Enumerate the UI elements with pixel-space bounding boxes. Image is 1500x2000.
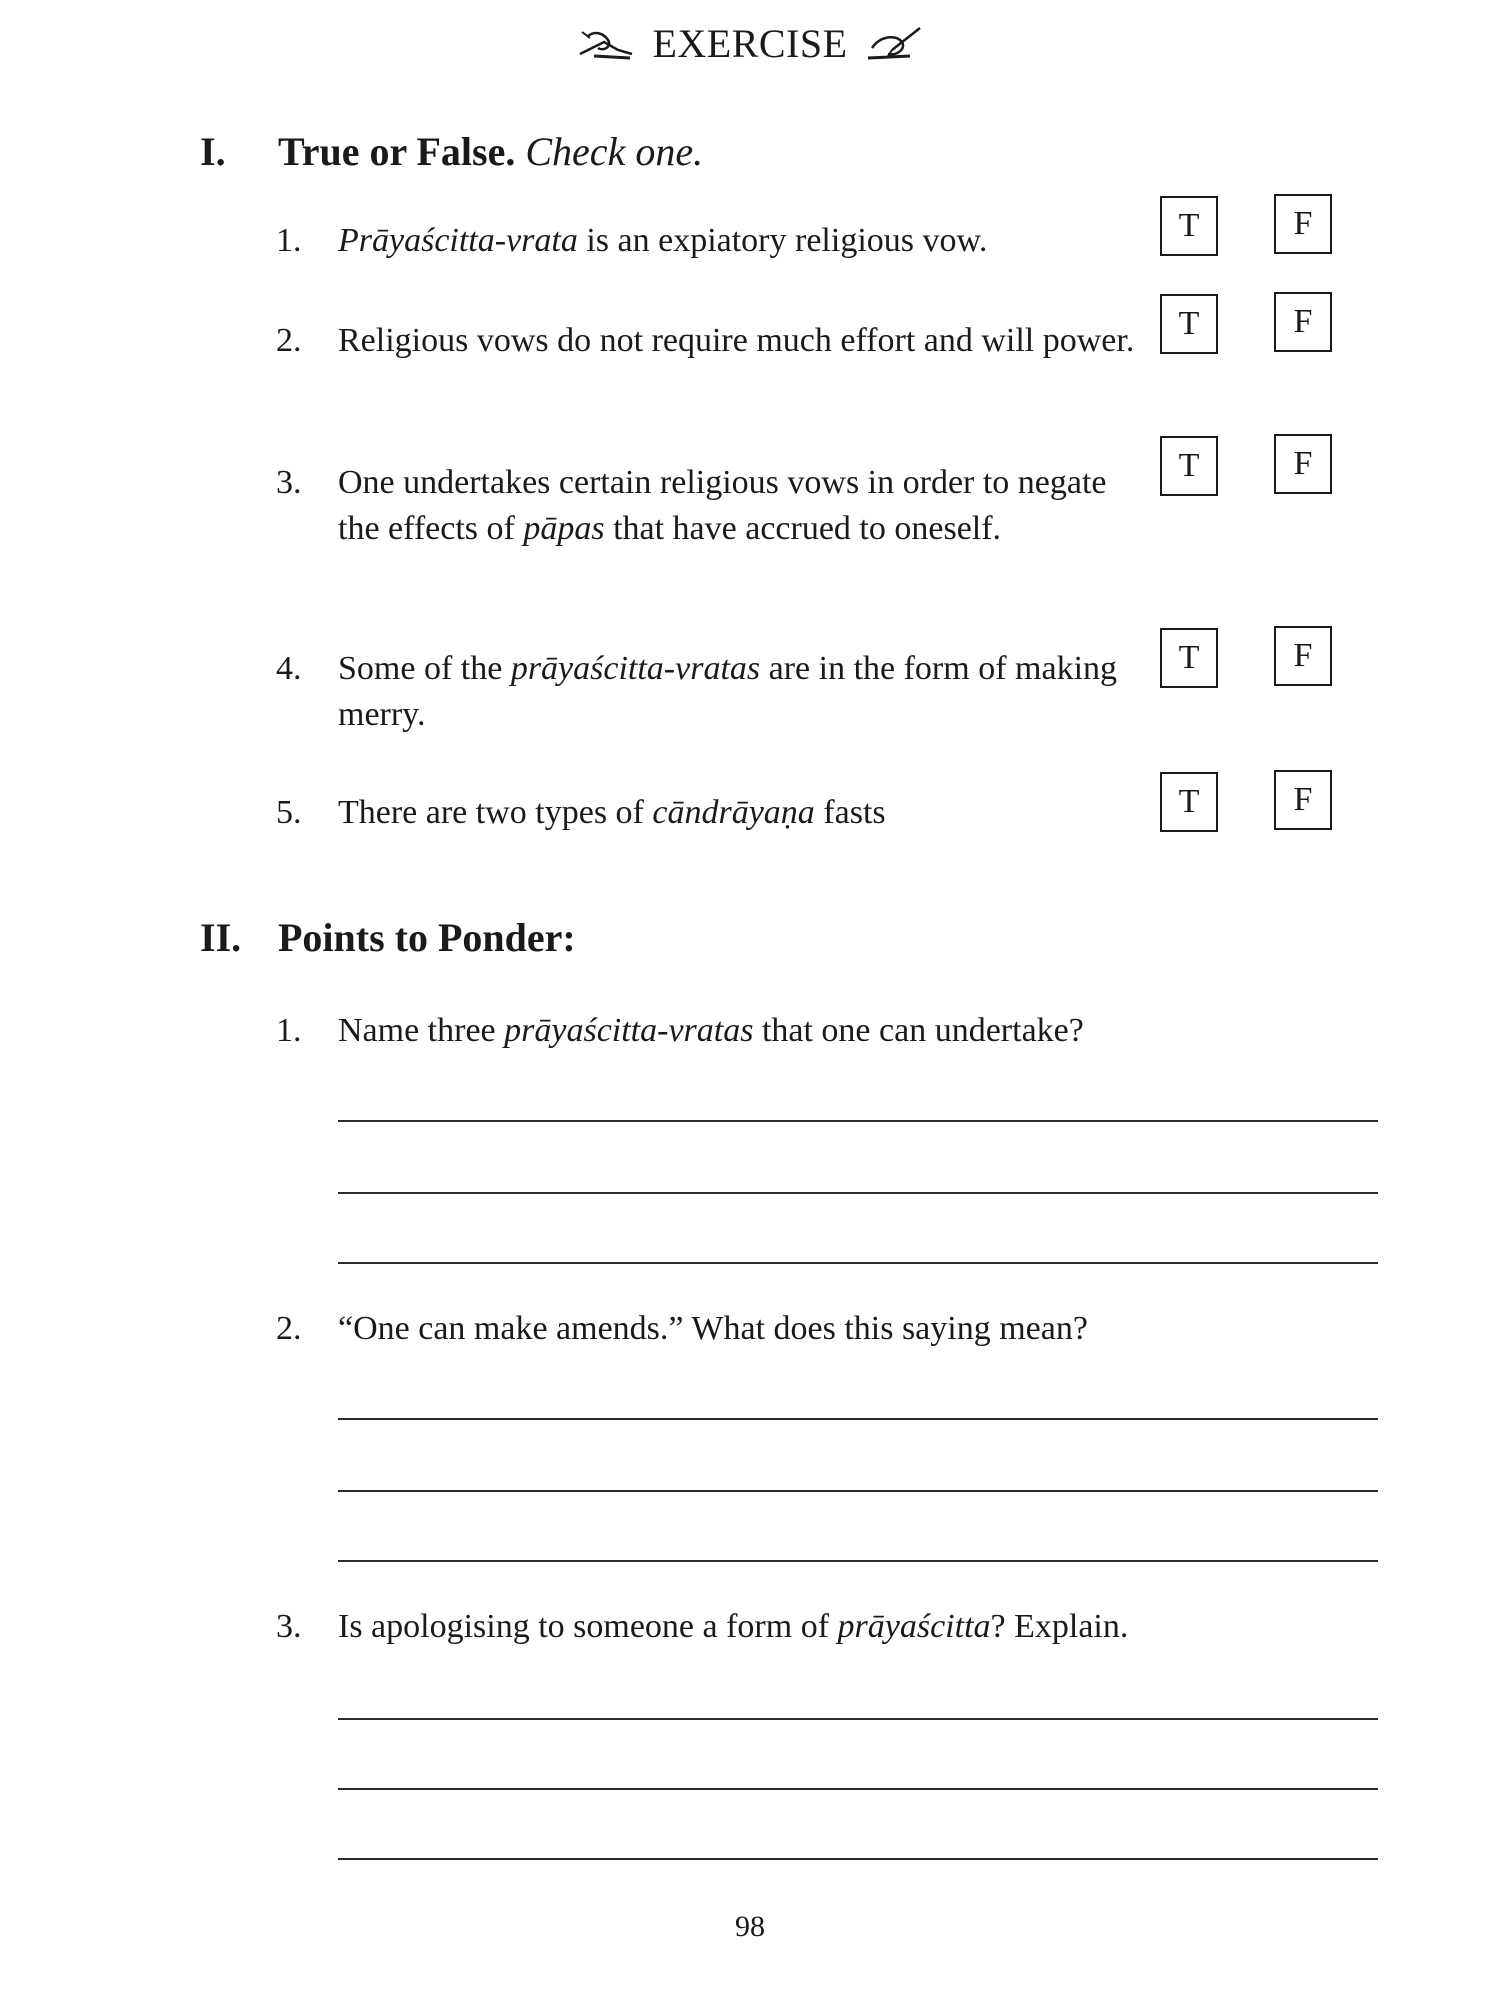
question-text: “One can make amends.” What does this saying mean? — [338, 1310, 1088, 1347]
exercise-title: EXERCISE — [652, 21, 848, 66]
question-number: 2. — [276, 1310, 302, 1347]
question-number: 2. — [276, 322, 302, 359]
italic-term: prāyaścitta — [837, 1608, 991, 1645]
answer-line[interactable] — [338, 1418, 1378, 1420]
answer-line[interactable] — [338, 1788, 1378, 1790]
q2-false-checkbox[interactable]: F — [1274, 292, 1332, 352]
q5-true-checkbox[interactable]: T — [1160, 772, 1218, 832]
q4-false-checkbox[interactable]: F — [1274, 626, 1332, 686]
answer-line[interactable] — [338, 1718, 1378, 1720]
answer-line[interactable] — [338, 1560, 1378, 1562]
question-text: Name three prāyaścitta-vratas that one can undertake? — [338, 1012, 1084, 1049]
question-number: 3. — [276, 1608, 302, 1645]
section-2-heading — [200, 914, 1000, 964]
section-1-heading — [200, 128, 1000, 178]
section-1-title: True or False. — [278, 129, 516, 174]
question-text: Is apologising to someone a form of prāyaścitta? Explain. — [338, 1608, 1129, 1645]
exercise-header — [0, 20, 1500, 69]
writing-hand-icon — [574, 24, 638, 64]
q1-false-checkbox[interactable]: F — [1274, 194, 1332, 254]
q2-true-checkbox[interactable]: T — [1160, 294, 1218, 354]
answer-line[interactable] — [338, 1490, 1378, 1492]
italic-term: pāpas — [523, 510, 605, 547]
writing-hand-icon — [862, 24, 926, 64]
q5-false-checkbox[interactable]: F — [1274, 770, 1332, 830]
question-number: 1. — [276, 222, 302, 259]
question-text: Some of the prāyaścitta-vratas are in the form of making merry. — [338, 650, 1118, 733]
question-text: Religious vows do not require much effort and will power. — [338, 322, 1135, 359]
italic-term: Prāyaścitta-vrata — [338, 222, 578, 259]
q1-true-checkbox[interactable]: T — [1160, 196, 1218, 256]
section-2-number: II. — [200, 915, 242, 960]
answer-line[interactable] — [338, 1192, 1378, 1194]
section-1-instruction: Check one. — [525, 129, 704, 174]
answer-line[interactable] — [338, 1120, 1378, 1122]
page-number: 98 — [735, 1910, 765, 1943]
italic-term: prāyaścitta-vratas — [504, 1012, 754, 1049]
question-text: One undertakes certain religious vows in order to negate the effects of pāpas that have accrued to oneself. — [338, 464, 1107, 547]
answer-line[interactable] — [338, 1858, 1378, 1860]
question-text: Prāyaścitta-vrata is an expiatory religious vow. — [338, 222, 988, 259]
question-text: There are two types of cāndrāyaṇa fasts — [338, 794, 886, 831]
section-2-title: Points to Ponder: — [278, 915, 576, 960]
question-number: 4. — [276, 650, 302, 687]
q4-true-checkbox[interactable]: T — [1160, 628, 1218, 688]
question-number: 1. — [276, 1012, 302, 1049]
q3-false-checkbox[interactable]: F — [1274, 434, 1332, 494]
question-number: 5. — [276, 794, 302, 831]
answer-line[interactable] — [338, 1262, 1378, 1264]
italic-term: prāyaścitta-vratas — [510, 650, 761, 687]
italic-term: cāndrāyaṇa — [652, 794, 815, 831]
q3-true-checkbox[interactable]: T — [1160, 436, 1218, 496]
question-number: 3. — [276, 464, 302, 501]
section-1-number: I. — [200, 129, 226, 174]
